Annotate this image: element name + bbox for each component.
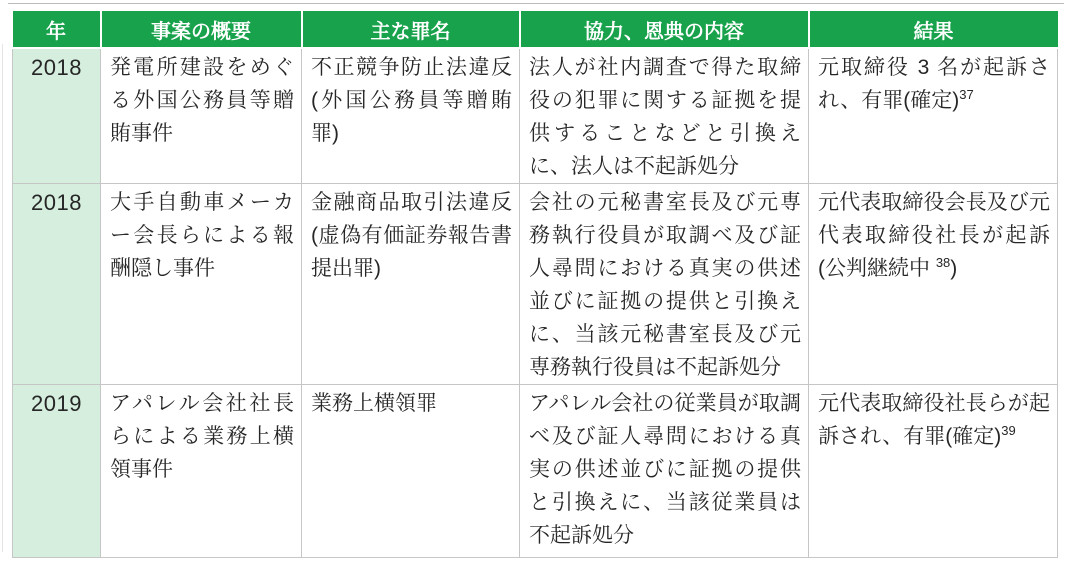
- cell-result: [809, 184, 1058, 385]
- cell-year: 2019: [13, 385, 101, 558]
- footnote-marker: 39: [1001, 423, 1016, 438]
- cell-cooperation: アパレル会社の従業員が取調べ及び証人尋問における真実の供述並びに証拠の提供と引換えに、当該従業員は不起訴処分: [520, 385, 809, 558]
- result-text-tail: ): [950, 257, 958, 280]
- cell-cooperation: 法人が社内調査で得た取締役の犯罪に関する証拠を提供することなどと引換えに、法人は不起訴処分: [520, 48, 809, 184]
- result-text: 元取締役 3 名が起訴され、有罪(確定): [818, 56, 1050, 112]
- column-header-result: 結果: [809, 11, 1058, 48]
- cell-charge: 金融商品取引法違反(虚偽有価証券報告書提出罪): [302, 184, 520, 385]
- page-top-rule: [8, 3, 1064, 4]
- footnote-marker: 37: [959, 87, 974, 102]
- cell-result: [809, 48, 1058, 184]
- page-left-rule: [2, 44, 3, 552]
- result-text: 元代表取締役会長及び元代表取締役社長が起訴(公判継続中: [818, 191, 1050, 280]
- cell-cooperation: 会社の元秘書室長及び元専務執行役員が取調べ及び証人尋問における真実の供述並びに証拠の提供と引換えに、当該元秘書室長及び元専務執行役員は不起訴処分: [520, 184, 809, 385]
- cell-result: [809, 385, 1058, 558]
- table-row: [13, 184, 1058, 385]
- cell-charge: 業務上横領罪: [302, 385, 520, 558]
- cell-year: 2018: [13, 184, 101, 385]
- result-text: 元代表取締役社長らが起訴され、有罪(確定): [818, 392, 1050, 448]
- legal-cases-table: [12, 11, 1058, 558]
- table-row: [13, 385, 1058, 558]
- table-row: [13, 48, 1058, 184]
- column-header-charge: 主な罪名: [302, 11, 520, 48]
- column-header-year: 年: [13, 11, 101, 48]
- table-header-row: [13, 11, 1058, 48]
- column-header-overview: 事案の概要: [101, 11, 302, 48]
- cell-charge: 不正競争防止法違反(外国公務員等贈賄罪): [302, 48, 520, 184]
- cell-year: 2018: [13, 48, 101, 184]
- column-header-cooperation: 協力、恩典の内容: [520, 11, 809, 48]
- cell-overview: 発電所建設をめぐる外国公務員等贈賄事件: [101, 48, 302, 184]
- cell-overview: アパレル会社社長らによる業務上横領事件: [101, 385, 302, 558]
- cell-overview: 大手自動車メーカー会長らによる報酬隠し事件: [101, 184, 302, 385]
- footnote-marker: 38: [935, 255, 951, 270]
